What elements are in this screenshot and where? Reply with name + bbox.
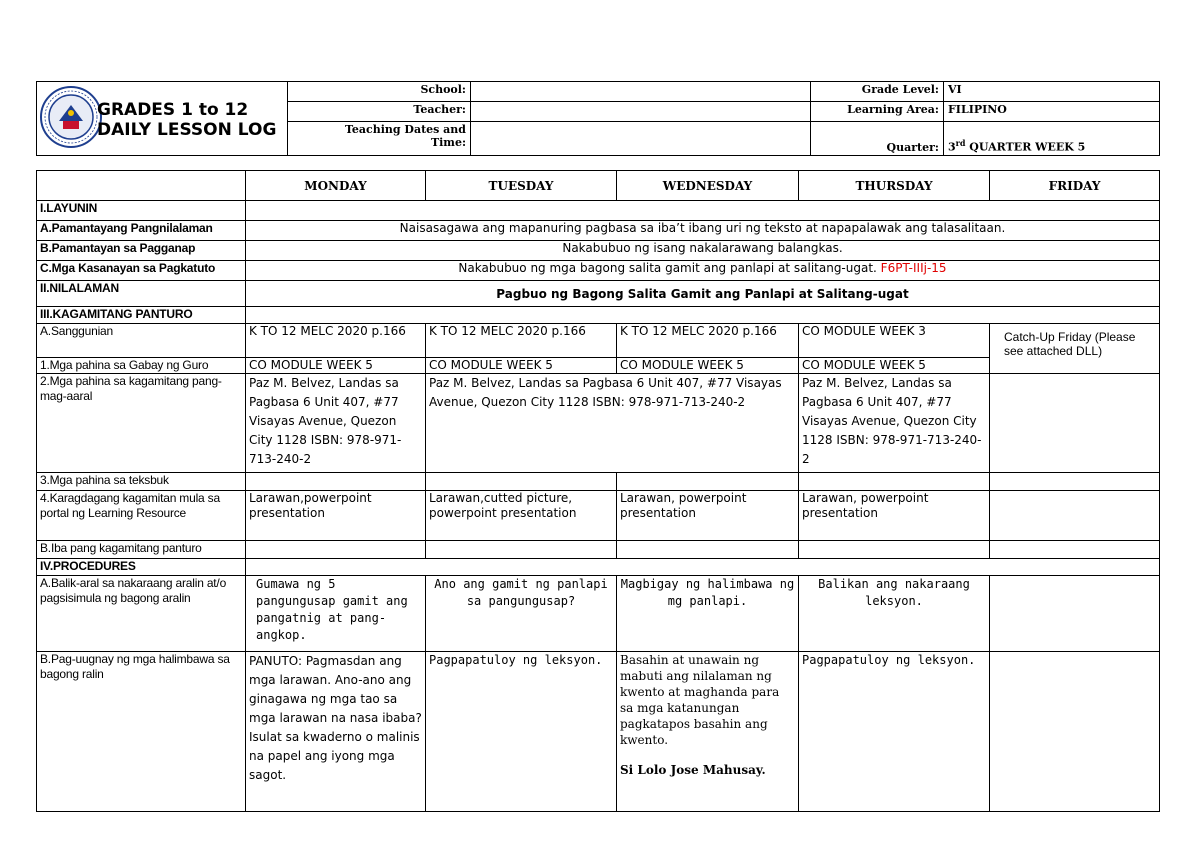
kagamitang-monday: Paz M. Belvez, Landas sa Pagbasa 6 Unit 407, #77 Visayas Avenue, Quezon City 1128 ISBN: 978-971-713-240-2: [246, 374, 426, 473]
row-label-kagamitang-mag-aaral: 2.Mga pahina sa kagamitang pang-mag-aaral: [37, 374, 246, 473]
balik-aral-wednesday: Magbigay ng halimbawa ng mg panlapi.: [617, 576, 799, 652]
iba-friday: [990, 541, 1160, 559]
pamantayan-pagganap-value: Nakabubuo ng isang nakalarawang balangkas.: [246, 241, 1160, 261]
teacher-label: Teacher:: [288, 102, 471, 122]
header-table: [36, 81, 1160, 156]
sanggunian-thursday: CO MODULE WEEK 3: [799, 324, 990, 358]
kasanayan-code: F6PT-IIIj-15: [876, 261, 947, 275]
pag-uugnay-tuesday: Pagpapatuloy ng leksyon.: [426, 652, 617, 812]
learning-area-label: Learning Area:: [811, 102, 944, 122]
dll-title-line1: GRADES 1 to 12: [97, 100, 249, 120]
day-header-thursday: THURSDAY: [799, 171, 990, 201]
teaching-dates-label-line2: Time:: [430, 136, 466, 149]
quarter-suffix: rd: [955, 138, 966, 149]
karagdagang-friday: [990, 491, 1160, 541]
quarter-rest: QUARTER WEEK 5: [965, 141, 1086, 154]
row-label-iba-pang-kagamitan: B.Iba pang kagamitang panturo: [37, 541, 246, 559]
teaching-dates-label-line1: Teaching Dates and: [344, 123, 466, 136]
pag-uugnay-friday: [990, 652, 1160, 812]
header-logo-cell: [37, 82, 288, 156]
row-label-pamantayan-pagganap: B.Pamantayan sa Pagganap: [37, 241, 246, 261]
pag-uugnay-wednesday-text: Basahin at unawain ng mabuti ang nilalaman ng kwento at maghanda para sa mga katanungan pagkatapos basahin ang kwento.: [620, 653, 780, 747]
day-header-tuesday: TUESDAY: [426, 171, 617, 201]
friday-catch-up-note: Catch-Up Friday (Please see attached DLL): [990, 324, 1160, 374]
gabay-thursday: CO MODULE WEEK 5: [799, 358, 990, 374]
row-label-balik-aral: A.Balik-aral sa nakaraang aralin at/o pagsisimula ng bagong aralin: [37, 576, 246, 652]
gabay-tuesday: CO MODULE WEEK 5: [426, 358, 617, 374]
sanggunian-monday: K TO 12 MELC 2020 p.166: [246, 324, 426, 358]
balik-aral-tuesday: Ano ang gamit ng panlapi sa pangungusap?: [426, 576, 617, 652]
row-label-kasanayan: C.Mga Kasanayan sa Pagkatuto: [37, 261, 246, 281]
karagdagang-wednesday: Larawan, powerpoint presentation: [617, 491, 799, 541]
pag-uugnay-wednesday: [617, 652, 799, 812]
row-label-sanggunian: A.Sanggunian: [37, 324, 246, 358]
teksbuk-wednesday: [617, 473, 799, 491]
quarter-number: 3: [948, 141, 956, 154]
row-label-procedures: IV.PROCEDURES: [37, 559, 246, 576]
row-label-gabay-guro: 1.Mga pahina sa Gabay ng Guro: [37, 358, 246, 374]
kasanayan-text: Nakabubuo ng mga bagong salita gamit ang panlapi at salitang-ugat.: [458, 261, 877, 275]
school-label: School:: [288, 82, 471, 102]
row-label-karagdagang-kagamitan: 4.Karagdagang kagamitan mula sa portal ng Learning Resource: [37, 491, 246, 541]
row-label-kagamitang-panturo: III.KAGAMITANG PANTURO: [37, 307, 246, 324]
balik-aral-friday: [990, 576, 1160, 652]
grade-level-label: Grade Level:: [811, 82, 944, 102]
balik-aral-thursday: Balikan ang nakaraang leksyon.: [799, 576, 990, 652]
nilalaman-value: Pagbuo ng Bagong Salita Gamit ang Panlapi at Salitang-ugat: [246, 281, 1160, 307]
lesson-log-table: [36, 170, 1160, 812]
kagamitang-thursday: Paz M. Belvez, Landas sa Pagbasa 6 Unit 407, #77 Visayas Avenue, Quezon City 1128 ISBN: 978-971-713-240-2: [799, 374, 990, 473]
gabay-wednesday: CO MODULE WEEK 5: [617, 358, 799, 374]
day-header-friday: FRIDAY: [990, 171, 1160, 201]
karagdagang-thursday: Larawan, powerpoint presentation: [799, 491, 990, 541]
teksbuk-monday: [246, 473, 426, 491]
row-label-layunin: I.LAYUNIN: [37, 201, 246, 221]
corner-cell: [37, 171, 246, 201]
teaching-dates-label: [288, 122, 471, 156]
teaching-dates-value: [471, 122, 811, 156]
kasanayan-value: [246, 261, 1160, 281]
learning-area-value: FILIPINO: [944, 102, 1160, 122]
iba-thursday: [799, 541, 990, 559]
pag-uugnay-thursday: Pagpapatuloy ng leksyon.: [799, 652, 990, 812]
teksbuk-thursday: [799, 473, 990, 491]
day-header-monday: MONDAY: [246, 171, 426, 201]
iba-tuesday: [426, 541, 617, 559]
kagamitang-tuesday-wednesday: Paz M. Belvez, Landas sa Pagbasa 6 Unit 407, #77 Visayas Avenue, Quezon City 1128 ISBN: 978-971-713-240-2: [426, 374, 799, 473]
row-label-teksbuk: 3.Mga pahina sa teksbuk: [37, 473, 246, 491]
row-label-pag-uugnay: B.Pag-uugnay ng mga halimbawa sa bagong ralin: [37, 652, 246, 812]
row-label-pamantayang-pangnilalaman: A.Pamantayang Pangnilalaman: [37, 221, 246, 241]
day-header-wednesday: WEDNESDAY: [617, 171, 799, 201]
iba-monday: [246, 541, 426, 559]
deped-seal-icon: [39, 85, 103, 149]
karagdagang-tuesday: Larawan,cutted picture, powerpoint presentation: [426, 491, 617, 541]
layunin-content: [246, 201, 1160, 221]
pag-uugnay-monday: PANUTO: Pagmasdan ang mga larawan. Ano-ano ang ginagawa ng mga tao sa mga larawan na nasa ibaba? Isulat sa kwaderno o malinis na papel ang iyong mga sagot.: [246, 652, 426, 812]
teksbuk-tuesday: [426, 473, 617, 491]
pamantayang-pangnilalaman-value: Naisasagawa ang mapanuring pagbasa sa iba’t ibang uri ng teksto at napapalawak ang talasalitaan.: [246, 221, 1160, 241]
gabay-monday: CO MODULE WEEK 5: [246, 358, 426, 374]
teksbuk-friday: [990, 473, 1160, 491]
row-label-nilalaman: II.NILALAMAN: [37, 281, 246, 307]
pag-uugnay-wednesday-story: Si Lolo Jose Mahusay.: [620, 763, 766, 777]
kagamitang-panturo-content: [246, 307, 1160, 324]
kagamitang-friday: [990, 374, 1160, 473]
dll-title: [97, 100, 276, 140]
teacher-value: [471, 102, 811, 122]
iba-wednesday: [617, 541, 799, 559]
grade-level-value: VI: [944, 82, 1160, 102]
karagdagang-monday: Larawan,powerpoint presentation: [246, 491, 426, 541]
balik-aral-monday: Gumawa ng 5 pangungusap gamit ang pangatnig at pang-angkop.: [246, 576, 426, 652]
sanggunian-tuesday: K TO 12 MELC 2020 p.166: [426, 324, 617, 358]
quarter-label: Quarter:: [811, 122, 944, 156]
procedures-content: [246, 559, 1160, 576]
school-value: [471, 82, 811, 102]
sanggunian-wednesday: K TO 12 MELC 2020 p.166: [617, 324, 799, 358]
quarter-value: [944, 122, 1160, 156]
dll-title-line2: DAILY LESSON LOG: [97, 120, 277, 140]
